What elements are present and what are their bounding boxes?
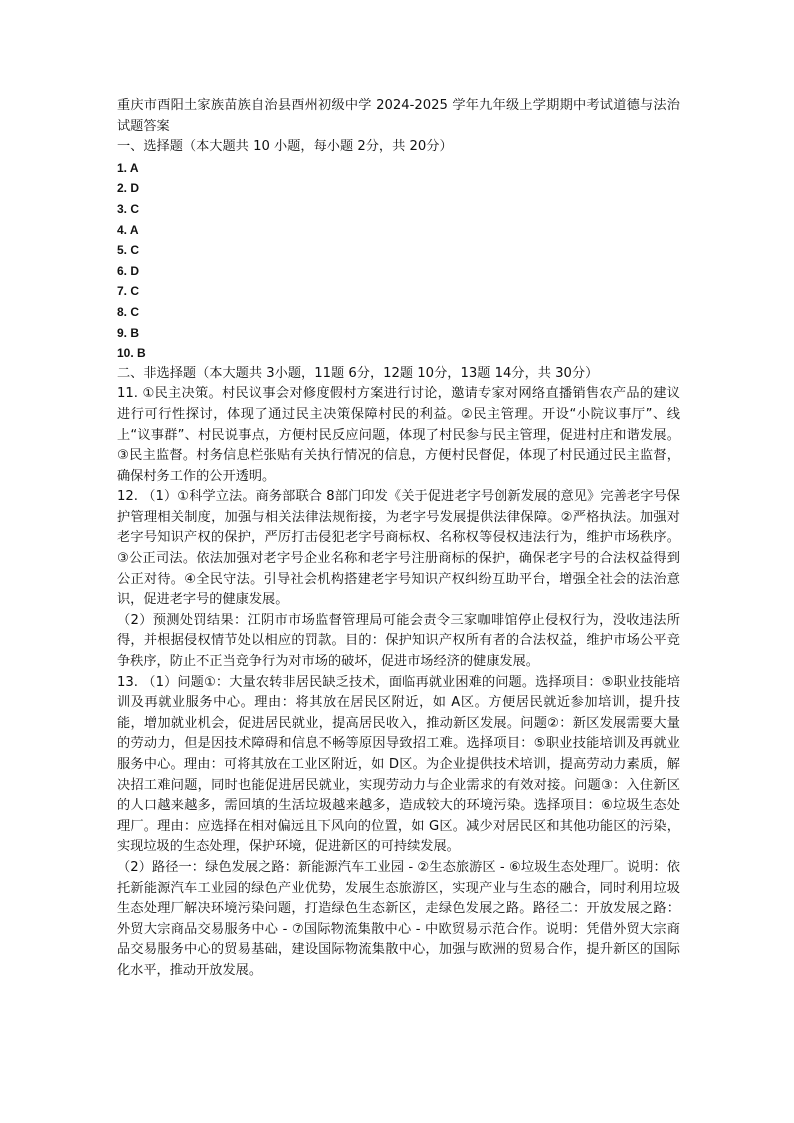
- question-12-part-1-answer: 12. （1）①科学立法。商务部联合 8部门印发《关于促进老字号创新发展的意见》完善老字号保护管理相关制度，加强与相关法律法规衔接，为老字号发展提供法律保障。②严格执法。加强对老字号知识产权的保护，严厉打击侵犯老字号商标权、名称权等侵权违法行为，维护市场秩序。③公正司法。依法加强对老字号企业名称和老字号注册商标的保护，确保老字号的合法权益得到公正对待。④全民守法。引导社会机构搭建老字号知识产权纠纷互助平台，增强全社会的法治意识，促进老字号的健康发展。: [117, 489, 680, 608]
- question-11-answer: 11. ①民主决策。村民议事会对修度假村方案进行讨论，邀请专家对网络直播销售农产品的建议进行可行性探讨，体现了通过民主决策保障村民的利益。②民主管理。开设“小院议事厅”、线上“议事群”、村民说事点，方便村民反应问题，体现了村民参与民主管理，促进村庄和谐发展。③民主监督。村务信息栏张贴有关执行情况的信息，方便村民督促，体现了村民通过民主监督，确保村务工作的公开透明。: [117, 386, 680, 484]
- answer-item: 8. C: [117, 304, 140, 319]
- answer-item: 1. A: [117, 160, 139, 175]
- question-12-part-2-answer: （2）预测处罚结果：江阴市市场监督管理局可能会责令三家咖啡馆停止侵权行为，没收违法所得，并根据侵权情节处以相应的罚款。目的：保护知识产权所有者的合法权益，维护市场公平竞争秩序，防止不正当竞争行为对市场的破坏，促进市场经济的健康发展。: [117, 612, 680, 670]
- answer-item: 2. D: [117, 181, 140, 196]
- section-1-heading: 一、选择题（本大题共 10 小题，每小题 2分，共 20分）: [117, 139, 453, 155]
- answer-item: 4. A: [117, 222, 139, 237]
- section-2-heading: 二、非选择题（本大题共 3小题，11题 6分，12题 10分，13题 14分，共 30分）: [117, 365, 599, 381]
- answer-item: 7. C: [117, 284, 140, 299]
- answer-item: 9. B: [117, 325, 140, 340]
- document-title: 重庆市酉阳土家族苗族自治县酉州初级中学 2024-2025 学年九年级上学期期中考试道德与法治试题答案: [117, 98, 680, 134]
- question-13-part-1-answer: 13. （1）问题①：大量农转非居民缺乏技术，面临再就业困难的问题。选择项目：⑤职业技能培训及再就业服务中心。理由：将其放在居民区附近，如 A区。方便居民就近参加培训，提升技能，增加就业机会，促进居民就业，提高居民收入，推动新区发展。问题②：新区发展需要大量的劳动力，但是因技术障碍和信息不畅等原因导致招工难。选择项目：⑤职业技能培训及再就业服务中心。理由：可将其放在工业区附近，如 D区。为企业提供技术培训，提高劳动力素质，解决招工难问题，同时也能促进居民就业，实现劳动力与企业需求的有效对接。问题③：入住新区的人口越来越多，需回填的生活垃圾越来越多，造成较大的环境污染。选择项目：⑥垃圾生态处理厂。理由：应选择在相对偏远且下风向的位置，如 G区。减少对居民区和其他功能区的污染，实现垃圾的生态处理，保护环境，促进新区的可持续发展。: [117, 674, 680, 855]
- answer-item: 5. C: [117, 243, 140, 258]
- answer-item: 6. D: [117, 263, 140, 278]
- answer-document: [117, 96, 680, 982]
- answer-item: 3. C: [117, 201, 140, 216]
- answer-item: 10. B: [117, 346, 146, 361]
- question-13-part-2-answer: （2）路径一：绿色发展之路：新能源汽车工业园 - ②生态旅游区 - ⑥垃圾生态处理厂。说明：依托新能源汽车工业园的绿色产业优势，发展生态旅游区，实现产业与生态的融合，同时利用垃圾生态处理厂解决环境污染问题，打造绿色生态新区，走绿色发展之路。路径二：开放发展之路：外贸大宗商品交易服务中心 - ⑦国际物流集散中心 - 中欧贸易示范合作。说明：凭借外贸大宗商品交易服务中心的贸易基础，建设国际物流集散中心，加强与欧洲的贸易合作，提升新区的国际化水平，推动开放发展。: [117, 859, 680, 978]
